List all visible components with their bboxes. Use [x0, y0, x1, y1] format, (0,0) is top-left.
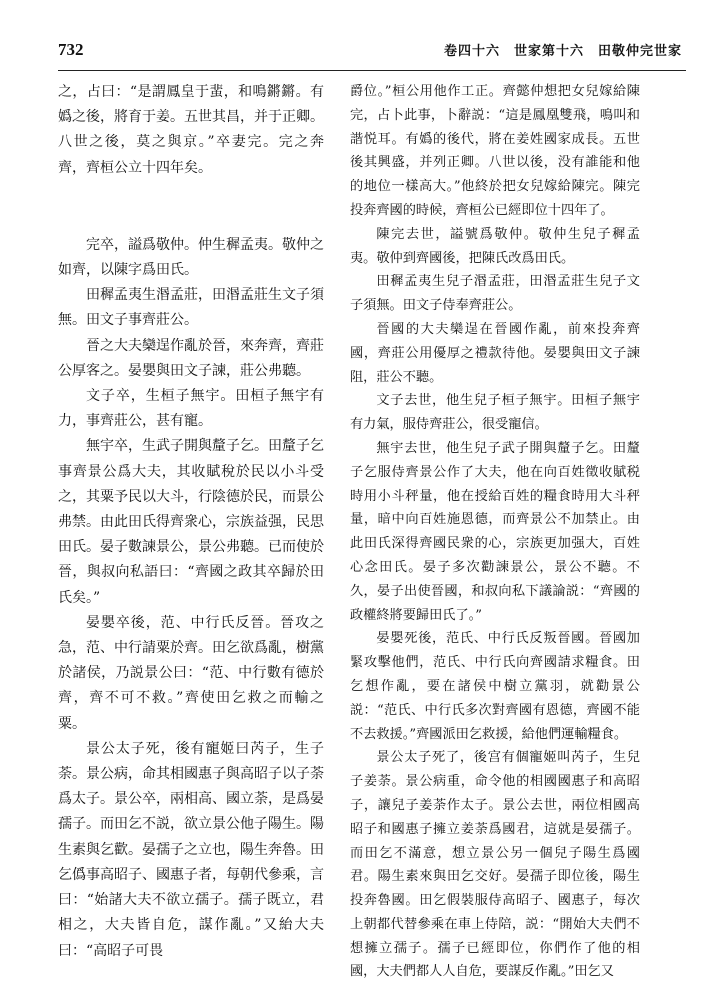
paragraph: 田穉孟夷生兒子湣孟莊，田湣孟莊生兒子文子須無。田文子侍奉齊莊公。 — [350, 274, 640, 314]
paragraph: 景公太子死了，後宫有個寵姬叫芮子，生兒子姜荼。景公病重，命令他的相國國惠子和高昭子，讓兒子姜荼作太子。景公去世，兩位相國高昭子和國惠子擁立姜荼爲國君，這就是晏孺子。而田乞不滿意，想立景公另一個兒子陽生爲國君。陽生素來與田乞交好。晏孺子即位後，陽生投奔魯國。田乞假裝服侍高昭子、國惠子，每次上朝都代替參乘在車上侍陪，説：“開始大夫們不想擁立孺子。孺子已經即位，你們作了他的相國，大夫們都人人自危，要謀反作亂。”田乞又 — [350, 750, 640, 980]
classical-text-column — [58, 80, 324, 964]
paragraph: 文子卒，生桓子無宇。田桓子無宇有力，事齊莊公，甚有寵。 — [58, 388, 324, 430]
paragraph: 田穉孟夷生湣孟莊，田湣孟莊生文子須無。田文子事齊莊公。 — [58, 287, 324, 329]
paragraph: 晉之大夫欒逞作亂於晉，來奔齊，齊莊公厚客之。晏嬰與田文子諫，莊公弗聽。 — [58, 337, 324, 379]
paragraph: 文子去世，他生兒子桓子無宇。田桓子無宇有力氣，服侍齊莊公，很受寵信。 — [350, 393, 640, 433]
running-title: 卷四十六 世家第十六 田敬仲完世家 — [443, 44, 682, 59]
paragraph: 完卒，謚爲敬仲。仲生穉孟夷。敬仲之如齊，以陳字爲田氏。 — [58, 236, 324, 279]
paragraph: 之，占曰：“是謂鳳皇于蜚，和鳴鏘鏘。有嬀之後，將育于姜。五世其昌，并于正卿。八世之後，莫之與京。”卒妻完。完之奔齊，齊桓公立十四年矣。 — [58, 84, 324, 176]
paragraph: 晉國的大夫欒逞在晉國作亂，前來投奔齊國，齊莊公用優厚之禮款待他。晏嬰與田文子諫阻，莊公不聽。 — [350, 321, 640, 385]
paragraph: 爵位。”桓公用他作工正。齊懿仲想把女兒嫁給陳完，占卜此事，卜辭説：“這是鳳凰雙飛，鳴叫和諧悦耳。有嬀的後代，將在姜姓國家成長。五世後其興盛，并列正卿。八世以後，没有誰能和他的地位一樣高大。”他終於把女兒嫁給陳完。陳完投奔齊國的時候，齊桓公已經即位十四年了。 — [350, 84, 640, 218]
paragraph: 晏嬰死後，范氏、中行氏反叛晉國。晉國加緊攻擊他們，范氏、中行氏向齊國請求糧食。田乞想作亂，要在諸侯中樹立黨羽，就勸景公説：“范氏、中行氏多次對齊國有恩德，齊國不能不去救援。”齊國派田乞救援，給他們運輸糧食。 — [350, 631, 640, 742]
paragraph: 晏嬰卒後，范、中行氏反晉。晉攻之急，范、中行請粟於齊。田乞欲爲亂，樹黨於諸侯，乃説景公曰：“范、中行數有德於齊，齊不可不救。”齊使田乞救之而輸之粟。 — [58, 614, 324, 732]
translation-column — [350, 80, 640, 984]
page-header — [58, 38, 682, 62]
paragraph: 無宇卒，生武子開與釐子乞。田釐子乞事齊景公爲大夫，其收賦稅於民以小斗受之，其粟予民以大斗，行陰德於民，而景公弗禁。由此田氏得齊衆心，宗族益强，民思田氏。晏子數諫景公，景公弗聽。已而使於晉，與叔向私語曰：“齊國之政其卒歸於田氏矣。” — [58, 438, 324, 606]
paragraph: 景公太子死，後有寵姬曰芮子，生子荼。景公病，命其相國惠子與高昭子以子荼爲太子。景公卒，兩相高、國立荼，是爲晏孺子。而田乞不説，欲立景公他子陽生。陽生素與乞歡。晏孺子之立也，陽生奔魯。田乞僞事高昭子、國惠子者，每朝代參乘，言曰：“始諸大夫不欲立孺子。孺子既立，君相之，大夫皆自危，謀作亂。”又紿大夫曰：“高昭子可畏 — [58, 740, 324, 959]
section-gap — [58, 181, 324, 233]
header-rule — [58, 70, 686, 71]
page-number: 732 — [58, 40, 84, 59]
paragraph: 無宇去世，他生兒子武子開與釐子乞。田釐子乞服侍齊景公作了大夫，他在向百姓徵收賦税時用小斗秤量，他在授給百姓的糧食時用大斗秤量，暗中向百姓施恩德，而齊景公不加禁止。由此田氏深得齊國民衆的心，宗族更加强大，百姓心念田氏。晏子多次勸諫景公，景公不聽。不久，晏子出使晉國，和叔向私下議論説：“齊國的政權終將要歸田氏了。” — [350, 440, 640, 623]
paragraph: 陳完去世，謚號爲敬仲。敬仲生兒子穉孟夷。敬仲到齊國後，把陳氏改爲田氏。 — [350, 226, 640, 266]
